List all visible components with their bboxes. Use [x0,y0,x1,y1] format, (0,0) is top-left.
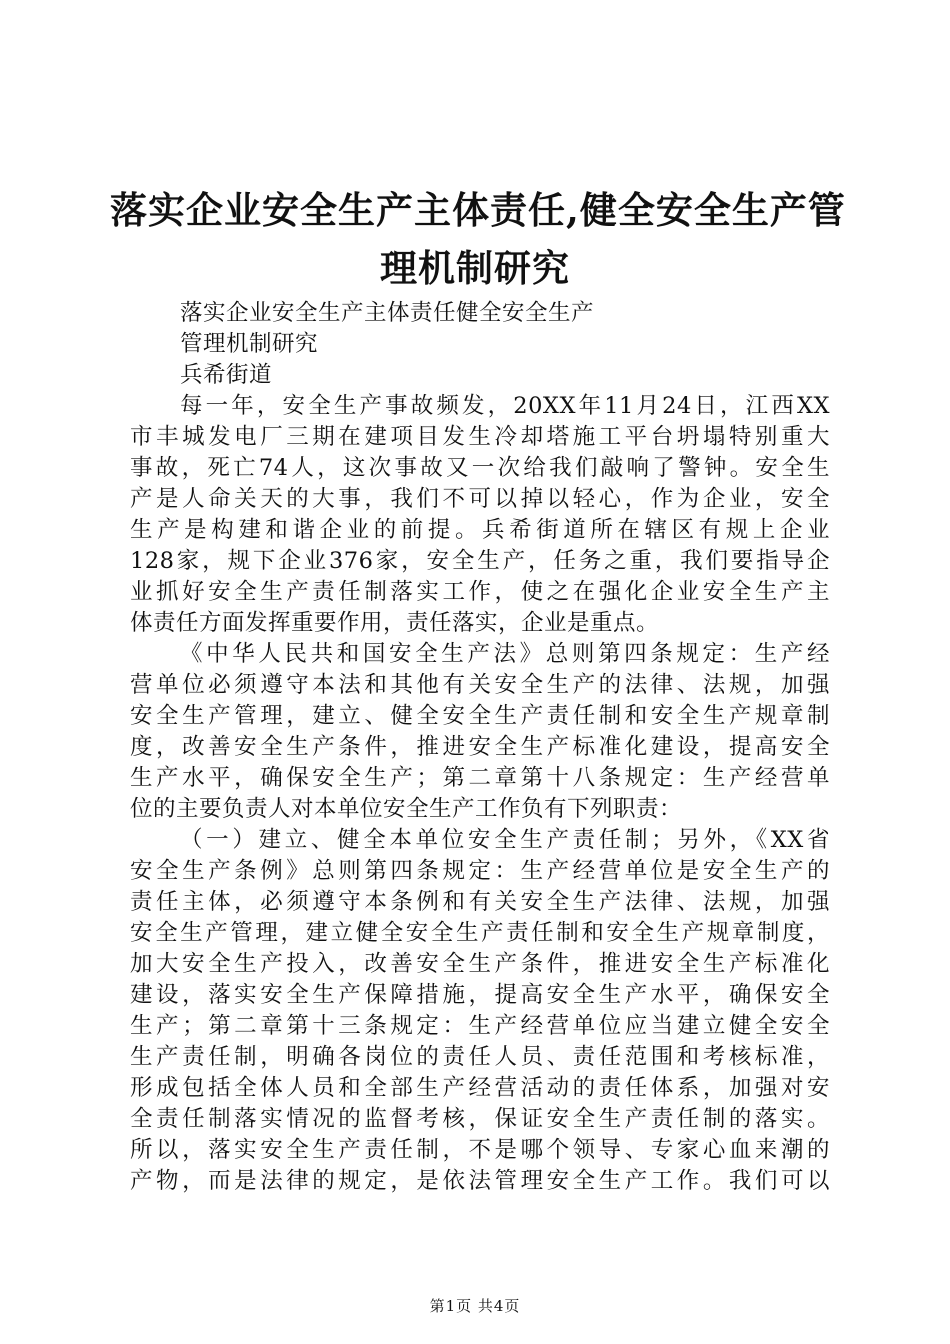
body-line: 产物，而是法律的规定，是依法管理安全生产工作。我们可以 [130,1168,830,1194]
body-line: 生产水平，确保安全生产；第二章第十八条规定：生产经营单 [130,765,830,791]
body-line: 128家，规下企业376家，安全生产，任务之重，我们要指导企 [130,548,830,574]
body-line: 产是人命关天的大事，我们不可以掉以轻心，作为企业，安全 [130,486,830,512]
body-line: 加大安全生产投入，改善安全生产条件，推进安全生产标准化 [130,951,830,977]
body-line: 形成包括全体人员和全部生产经营活动的责任体系，加强对安 [130,1075,830,1101]
body-line: 全责任制落实情况的监督考核，保证安全生产责任制的落实。 [130,1106,830,1132]
document-title-line-1: 落实企业安全生产主体责任,健全安全生产管 [110,188,846,232]
document-title-line-2: 理机制研究 [380,246,570,290]
body-line: 事故，死亡74人，这次事故又一次给我们敲响了警钟。安全生 [130,455,830,481]
body-line: 业抓好安全生产责任制落实工作，使之在强化企业安全生产主 [130,579,830,605]
body-line: 所以，落实安全生产责任制，不是哪个领导、专家心血来潮的 [130,1137,830,1163]
body-line: 《中华人民共和国安全生产法》总则第四条规定：生产经 [180,641,830,667]
body-line: 市丰城发电厂三期在建项目发生冷却塔施工平台坍塌特别重大 [130,424,830,450]
body-line: 位的主要负责人对本单位安全生产工作负有下列职责： [130,796,683,822]
page-footer: 第1页 共4页 [429,1297,521,1315]
body-line: 每一年，安全生产事故频发，20XX年11月24日，江西XX [180,393,830,419]
body-line: 度，改善安全生产条件，推进安全生产标准化建设，提高安全 [130,734,830,760]
body-line: 生产是构建和谐企业的前提。兵希街道所在辖区有规上企业 [130,517,830,543]
body-line: （一）建立、健全本单位安全生产责任制；另外，《XX省 [180,827,830,853]
body-line: 生产；第二章第十三条规定：生产经营单位应当建立健全安全 [130,1013,830,1039]
body-line: 营单位必须遵守本法和其他有关安全生产的法律、法规，加强 [130,672,830,698]
subtitle-line-2: 管理机制研究 [180,331,319,357]
body-line: 体责任方面发挥重要作用，责任落实，企业是重点。 [130,610,660,636]
body-line: 建设，落实安全生产保障措施，提高安全生产水平，确保安全 [130,982,830,1008]
body-line: 生产责任制，明确各岗位的责任人员、责任范围和考核标准， [130,1044,830,1070]
body-line: 安全生产条例》总则第四条规定：生产经营单位是安全生产的 [130,858,830,884]
body-line: 安全生产管理，建立、健全安全生产责任制和安全生产规章制 [130,703,830,729]
author-line: 兵希街道 [180,362,273,388]
subtitle-line-1: 落实企业安全生产主体责任健全安全生产 [180,300,595,326]
body-line: 安全生产管理，建立健全安全生产责任制和安全生产规章制度， [130,920,830,946]
body-line: 责任主体，必须遵守本条例和有关安全生产法律、法规，加强 [130,889,830,915]
